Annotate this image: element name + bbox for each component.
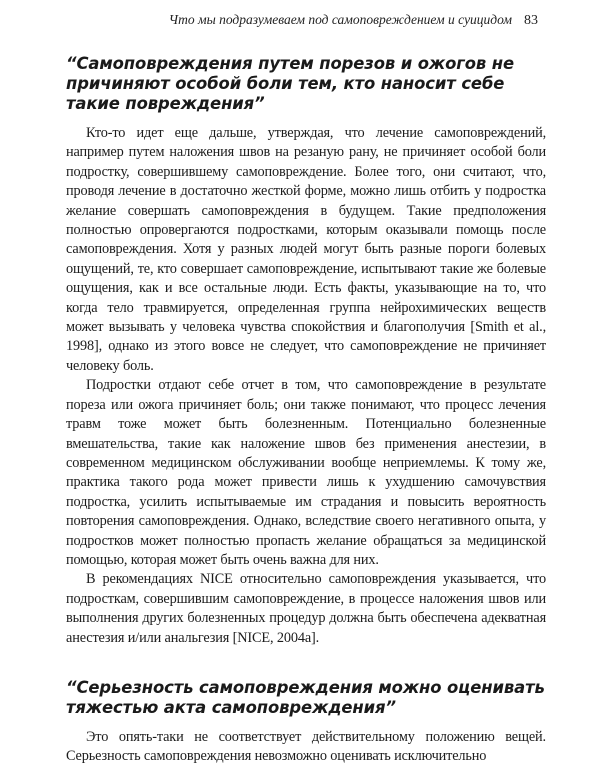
paragraph-2: Подростки отдают себе отчет в том, что самоповреждение в результате пореза или ожога причиняет боль; они также понимают, что процесс лечения травм тоже может быть болезненным. Потенциально болезненные вмешательства, такие как наложение швов без применения анестезии, в современном медицинском обслуживании вообще неприемлемы. К тому же, практика такого рода может привести лишь к ухудшению самочувствия подростка, усилить испытываемые им страдания и повысить вероятность повторения самоповреждения. Однако, вследствие своего негативного опыта, у подростков может полностью пропасть желание обращаться за медицинской помощью, которая может быть очень важна для них. [66, 377, 546, 568]
running-header-title: Что мы подразумеваем под самоповреждением и суицидом [168, 12, 512, 27]
section-heading-pain: “Самоповреждения путем порезов и ожогов не причиняют особой боли тем, кто наносит себе такие повреждения” [66, 54, 515, 113]
paragraph-3: В рекомендациях NICE относительно самоповреждения указывается, что подросткам, совершившим самоповреждение, в процессе наложения швов или выполнения других болезненных процедур должна быть обеспечена адекватная анестезия и/или анальгезия [NICE, 2004a]. [66, 571, 546, 646]
paragraph-4: Это опять-таки не соответствует действительному положению вещей. Серьезность самоповреждения невозможно оценивать исключительно [66, 728, 546, 765]
page-number: 83 [524, 13, 538, 28]
section-heading-severity: “Серьезность самоповреждения можно оценивать тяжестью акта самоповреждения” [66, 677, 545, 717]
page-content [66, 54, 546, 767]
running-header [62, 12, 538, 29]
paragraph-1: Кто-то идет еще дальше, утверждая, что лечение самоповреждений, например путем наложения швов на резаную рану, не причиняет особой боли подростку, совершившему самоповреждение. Более того, они считают, что, проводя лечение в достаточно жесткой форме, можно лишь отбить у подростка желание совершать самоповреждения в будущем. Такие предположения полностью опровергаются подростками, которым оказывали помощь после самоповреждения. Хотя у разных людей могут быть разные пороги болевых ощущений, те, кто совершает самоповреждение, испытывают такие же болевые ощущения, как и все остальные люди. Есть факты, указывающие на то, что когда тело травмируется, определенная группа нейрохимических веществ может вызывать у человека чувства спокойствия и благополучия [Smith et al., 1998], однако из этого вовсе не следует, что самоповреждение не причиняет человеку боль. [66, 125, 546, 374]
